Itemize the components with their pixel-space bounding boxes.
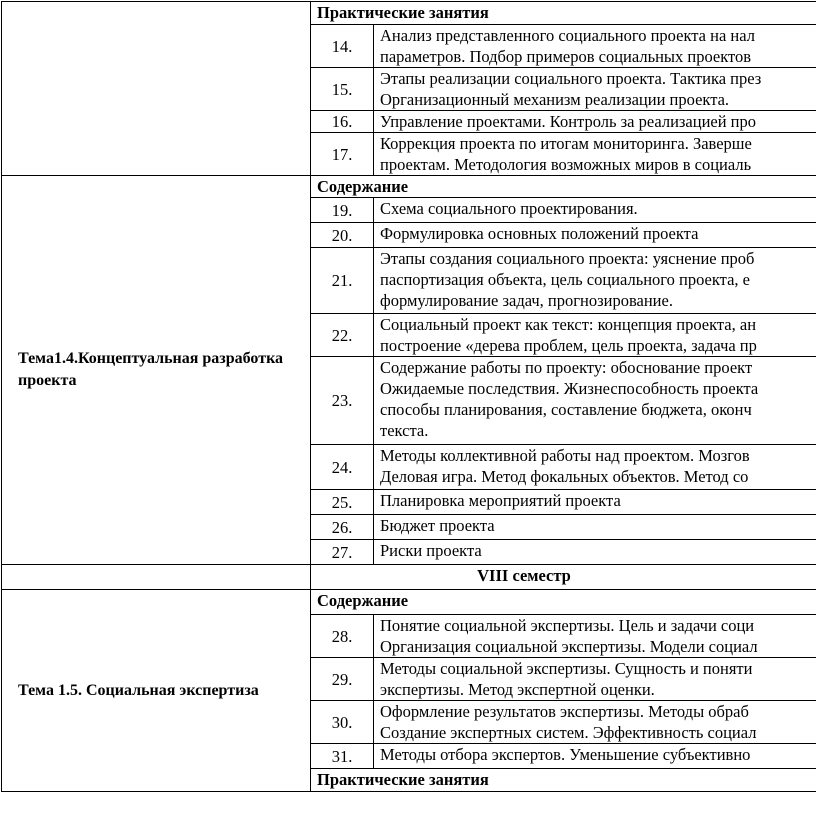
lesson-number: 20. [311,223,374,248]
description-line: Анализ представленного социального проекта на нал [380,26,755,45]
semester-label: VIII семестр [311,565,816,590]
block1-topic-cell [2,2,311,176]
description-line: Организация социальной экспертизы. Модели социал [380,637,758,656]
lesson-number: 19. [311,198,374,223]
description-line: Управление проектами. Контроль за реализацией про [380,112,757,131]
lesson-description [374,490,816,515]
section-header-practical: Практические занятия [311,769,816,792]
lesson-description [374,744,816,769]
semester-empty-cell [2,565,311,590]
description-line: Содержание работы по проекту: обоснование проект [380,358,753,377]
section-header: Практические занятия [311,2,816,25]
description-line: Оформление результатов экспертизы. Методы обраб [380,702,749,721]
description-line: Схема социального проектирования. [380,199,638,218]
description-line: Этапы создания социального проекта: уяснение проб [380,249,755,268]
lesson-description [374,111,816,133]
lesson-number: 31. [311,744,374,769]
lesson-description [374,357,816,445]
lesson-number: 17. [311,133,374,176]
lesson-number: 23. [311,357,374,445]
lesson-number: 24. [311,445,374,490]
description-line: формулирование задач, прогнозирование. [380,291,673,310]
description-line: Планировка мероприятий проекта [380,491,621,510]
description-line: Социальный проект как текст: концепция проекта, ан [380,315,757,334]
lesson-number: 21. [311,248,374,314]
description-line: Бюджет проекта [380,516,495,535]
lesson-description [374,658,816,701]
section-header: Содержание [311,590,816,615]
lesson-number: 28. [311,615,374,658]
lesson-description [374,515,816,540]
lesson-description [374,133,816,176]
topic-title: Тема1.4.Концептуальная разработка проекта [18,350,284,389]
lesson-number: 29. [311,658,374,701]
block2-topic-cell [2,176,311,565]
lesson-number: 27. [311,540,374,565]
description-line: Формулировка основных положений проекта [380,224,699,243]
lesson-description [374,25,816,68]
lesson-number: 30. [311,701,374,744]
description-line: текста. [380,421,429,440]
description-line: Методы коллективной работы над проектом. Мозгов [380,446,750,465]
description-line: Этапы реализации социального проекта. Тактика през [380,69,762,88]
curriculum-table [1,1,816,792]
description-line: Ожидаемые последствия. Жизнеспособность проекта [380,379,759,398]
description-line: построение «дерева проблем, цель проекта, задача пр [380,336,757,355]
lesson-number: 22. [311,314,374,357]
description-line: Методы отбора экспертов. Уменьшение субъективно [380,745,751,764]
description-line: паспортизация объекта, цель социального проекта, е [380,270,750,289]
description-line: Риски проекта [380,541,482,560]
description-line: параметров. Подбор примеров социальных проектов [380,47,752,66]
lesson-description [374,68,816,111]
description-line: Методы социальной экспертизы. Сущность и поняти [380,659,753,678]
description-line: Деловая игра. Метод фокальных объектов. Метод со [380,467,749,486]
lesson-description [374,223,816,248]
lesson-number: 15. [311,68,374,111]
description-line: Коррекция проекта по итогам мониторинга. Заверше [380,134,752,153]
lesson-number: 14. [311,25,374,68]
description-line: проектам. Методология возможных миров в социаль [380,155,752,174]
block3-topic-cell [2,590,311,792]
description-line: Понятие социальной экспертизы. Цель и задачи соци [380,616,755,635]
lesson-description [374,540,816,565]
lesson-description [374,615,816,658]
lesson-number: 25. [311,490,374,515]
lesson-number: 26. [311,515,374,540]
lesson-description [374,314,816,357]
description-line: экспертизы. Метод экспертной оценки. [380,680,655,699]
topic-title: Тема 1.5. Социальная экспертиза [18,681,259,699]
lesson-description [374,198,816,223]
lesson-description [374,701,816,744]
description-line: способы планирования, составление бюджета, оконч [380,400,752,419]
lesson-description [374,445,816,490]
description-line: Организационный механизм реализации проекта. [380,90,730,109]
description-line: Создание экспертных систем. Эффективность социал [380,723,757,742]
lesson-number: 16. [311,111,374,133]
section-header: Содержание [311,176,816,198]
lesson-description [374,248,816,314]
